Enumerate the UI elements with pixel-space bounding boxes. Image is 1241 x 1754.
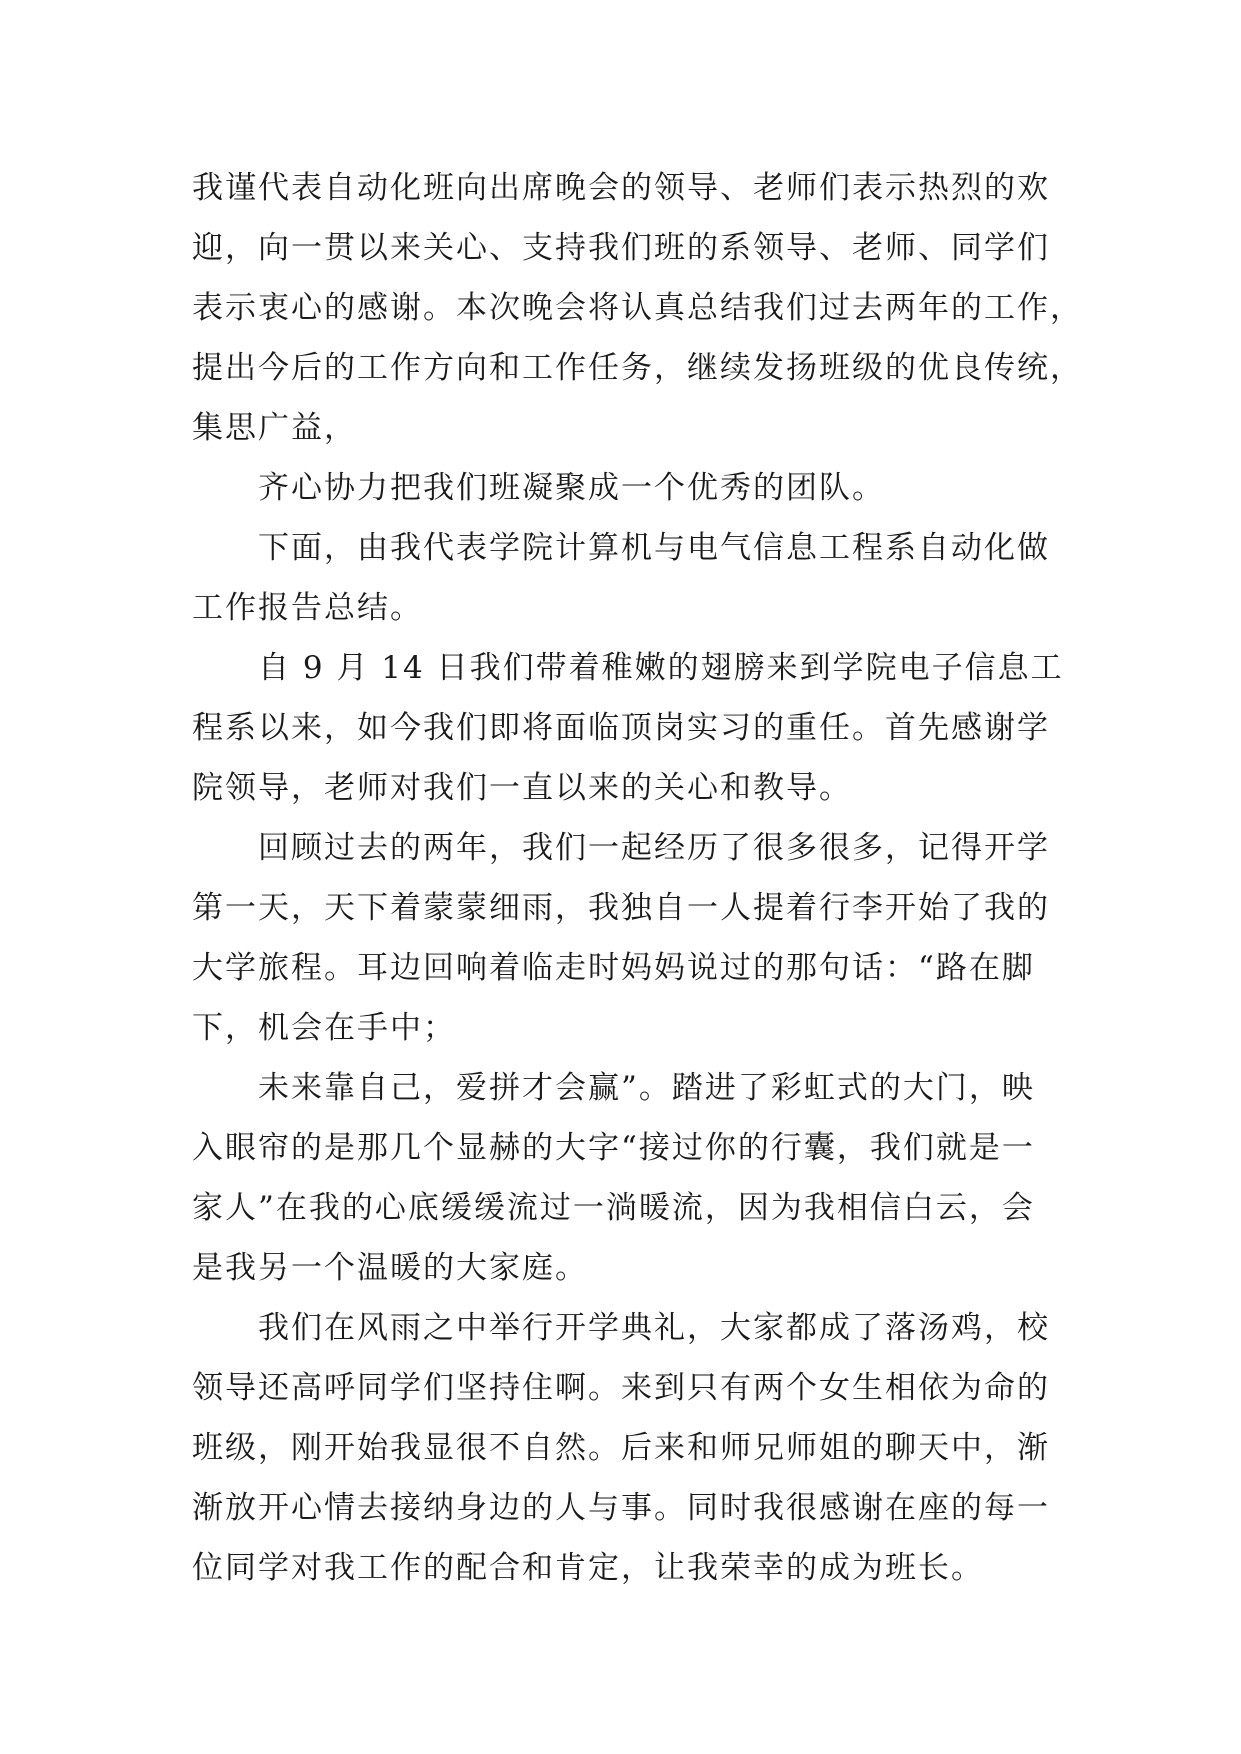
- text-line: 班级，刚开始我显很不自然。后来和师兄师姐的聊天中，渐: [192, 1430, 1050, 1466]
- text-line: 表示衷心的感谢。本次晚会将认真总结我们过去两年的工作，: [192, 290, 1083, 326]
- text-line: 入眼帘的是那几个显赫的大字“接过你的行囊，我们就是一: [192, 1130, 1035, 1166]
- text-line: 是我另一个温暖的大家庭。: [192, 1250, 588, 1286]
- text-line: 集思广益，: [192, 410, 357, 446]
- text-line: 领导还高呼同学们坚持住啊。来到只有两个女生相依为命的: [192, 1370, 1050, 1406]
- text-line: 院领导，老师对我们一直以来的关心和教导。: [192, 770, 852, 806]
- document-body: [192, 158, 1092, 1598]
- text-line: 提出今后的工作方向和工作任务，继续发扬班级的优良传统，: [192, 350, 1083, 386]
- text-line: 齐心协力把我们班凝聚成一个优秀的团队。: [258, 470, 885, 506]
- text-line: 我谨代表自动化班向出席晚会的领导、老师们表示热烈的欢: [192, 170, 1050, 206]
- text-line: 工作报告总结。: [192, 590, 423, 626]
- paragraph-4: [192, 638, 1092, 818]
- text-line: 下面，由我代表学院计算机与电气信息工程系自动化做: [258, 530, 1050, 566]
- text-line: 大学旅程。耳边回响着临走时妈妈说过的那句话：“路在脚: [192, 950, 1035, 986]
- text-line: 家人”在我的心底缓缓流过一淌暖流，因为我相信白云，会: [192, 1190, 1035, 1226]
- text-line: 我们在风雨之中举行开学典礼，大家都成了落汤鸡，校: [258, 1310, 1050, 1346]
- paragraph-1: [192, 158, 1092, 458]
- text-line: 下，机会在手中；: [192, 1010, 456, 1046]
- paragraph-7: [192, 1298, 1092, 1598]
- paragraph-6: [192, 1058, 1092, 1298]
- text-line: 渐放开心情去接纳身边的人与事。同时我很感谢在座的每一: [192, 1490, 1050, 1526]
- text-line: 未来靠自己，爱拼才会赢”。踏进了彩虹式的大门，映: [258, 1070, 1035, 1106]
- text-line: 第一天，天下着蒙蒙细雨，我独自一人提着行李开始了我的: [192, 890, 1050, 926]
- text-line: 程系以来，如今我们即将面临顶岗实习的重任。首先感谢学: [192, 710, 1050, 746]
- text-line: 自 9 月 14 日我们带着稚嫩的翅膀来到学院电子信息工: [258, 650, 1064, 686]
- text-line: 回顾过去的两年，我们一起经历了很多很多，记得开学: [258, 830, 1050, 866]
- text-line: 位同学对我工作的配合和肯定，让我荣幸的成为班长。: [192, 1550, 984, 1586]
- paragraph-5: [192, 818, 1092, 1058]
- paragraph-2: [192, 458, 1092, 518]
- paragraph-3: [192, 518, 1092, 638]
- text-line: 迎，向一贯以来关心、支持我们班的系领导、老师、同学们: [192, 230, 1050, 266]
